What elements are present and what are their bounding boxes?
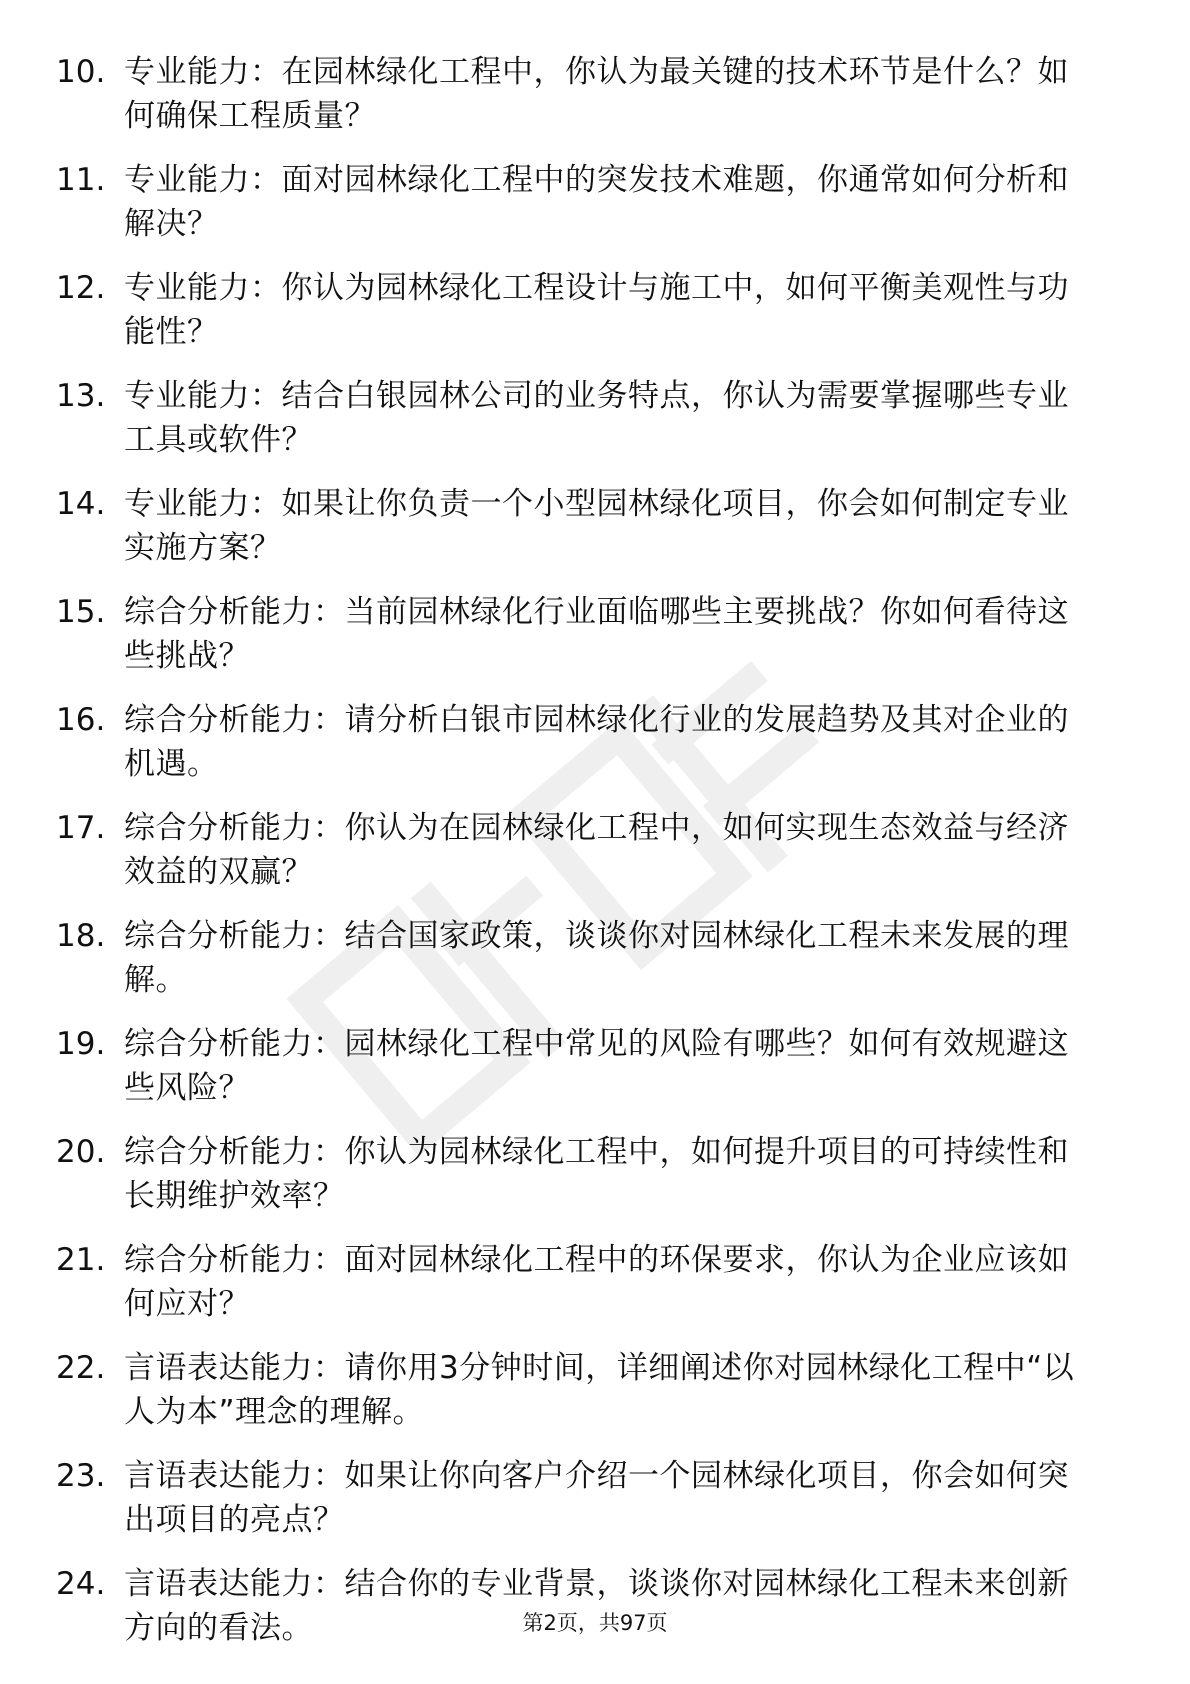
question-number: 12.	[56, 270, 106, 306]
question-number: 20.	[56, 1134, 106, 1170]
list-item	[56, 806, 1116, 914]
question-number: 22.	[56, 1350, 106, 1386]
list-item	[56, 1238, 1116, 1346]
question-text: 综合分析能力：请分析白银市园林绿化行业的发展趋势及其对企业的机遇。	[124, 702, 1069, 782]
page-number-footer: 第2页，共97页	[522, 1611, 668, 1635]
list-item	[56, 1454, 1116, 1562]
question-text: 综合分析能力：你认为在园林绿化工程中，如何实现生态效益与经济效益的双赢？	[124, 810, 1069, 890]
question-number: 15.	[56, 594, 106, 630]
question-text: 综合分析能力：园林绿化工程中常见的风险有哪些？如何有效规避这些风险？	[124, 1026, 1069, 1106]
question-text: 综合分析能力：当前园林绿化行业面临哪些主要挑战？你如何看待这些挑战？	[124, 594, 1069, 674]
question-text: 专业能力：在园林绿化工程中，你认为最关键的技术环节是什么？如何确保工程质量？	[124, 54, 1069, 134]
question-number: 11.	[56, 162, 106, 198]
list-item	[56, 914, 1116, 1022]
question-number: 21.	[56, 1242, 106, 1278]
question-number: 17.	[56, 810, 106, 846]
question-number: 24.	[56, 1566, 106, 1602]
list-item	[56, 698, 1116, 806]
list-item	[56, 1130, 1116, 1238]
list-item	[56, 1346, 1116, 1454]
list-item	[56, 374, 1116, 482]
list-item	[56, 1022, 1116, 1130]
question-text: 综合分析能力：你认为园林绿化工程中，如何提升项目的可持续性和长期维护效率？	[124, 1134, 1069, 1214]
question-text: 言语表达能力：如果让你向客户介绍一个园林绿化项目，你会如何突出项目的亮点？	[124, 1458, 1069, 1538]
question-number: 16.	[56, 702, 106, 738]
question-number: 19.	[56, 1026, 106, 1062]
question-number: 23.	[56, 1458, 106, 1494]
list-item	[56, 50, 1116, 158]
question-number: 10.	[56, 54, 106, 90]
question-number: 18.	[56, 918, 106, 954]
list-item	[56, 266, 1116, 374]
question-text: 专业能力：如果让你负责一个小型园林绿化项目，你会如何制定专业实施方案？	[124, 486, 1069, 566]
list-item	[56, 158, 1116, 266]
question-text: 言语表达能力：请你用3分钟时间，详细阐述你对园林绿化工程中“以人为本”理念的理解。	[124, 1350, 1075, 1430]
question-text: 专业能力：你认为园林绿化工程设计与施工中，如何平衡美观性与功能性？	[124, 270, 1069, 350]
question-text: 专业能力：结合白银园林公司的业务特点，你认为需要掌握哪些专业工具或软件？	[124, 378, 1069, 458]
question-text: 综合分析能力：面对园林绿化工程中的环保要求，你认为企业应该如何应对？	[124, 1242, 1069, 1322]
question-number: 13.	[56, 378, 106, 414]
question-text: 综合分析能力：结合国家政策，谈谈你对园林绿化工程未来发展的理解。	[124, 918, 1069, 998]
question-list	[56, 50, 1116, 1670]
question-text: 专业能力：面对园林绿化工程中的突发技术难题，你通常如何分析和解决？	[124, 162, 1069, 242]
question-text: 言语表达能力：结合你的专业背景，谈谈你对园林绿化工程未来创新方向的看法。	[124, 1566, 1069, 1646]
question-number: 14.	[56, 486, 106, 522]
list-item	[56, 590, 1116, 698]
list-item	[56, 482, 1116, 590]
